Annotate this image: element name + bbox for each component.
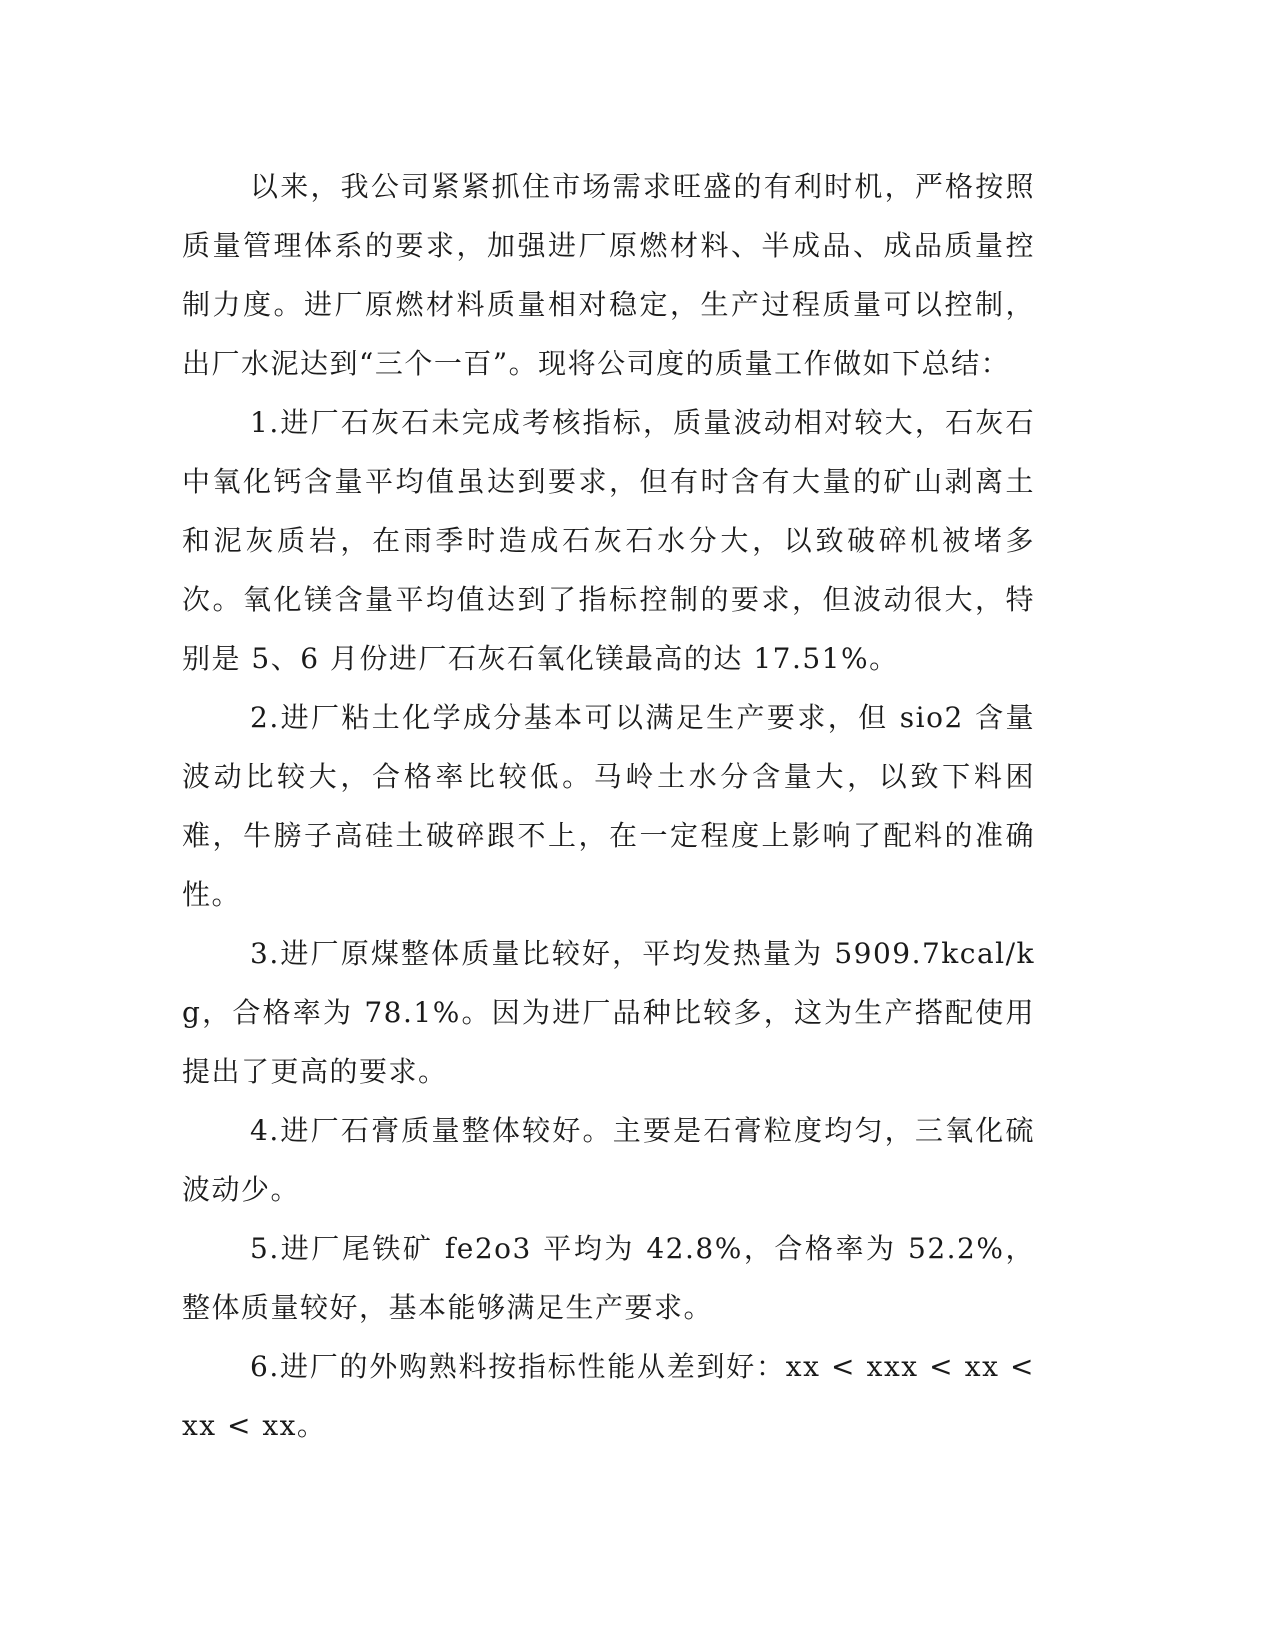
paragraph-coal: 3.进厂原煤整体质量比较好，平均发热量为 5909.7kcal/kg，合格率为 78.1%。因为进厂品种比较多，这为生产搭配使用提出了更高的要求。 [182, 937, 1035, 1088]
paragraph-clinker: 6.进厂的外购熟料按指标性能从差到好：xx < xxx < xx < xx < xx。 [182, 1350, 1035, 1442]
paragraph-gypsum: 4.进厂石膏质量整体较好。主要是石膏粒度均匀，三氧化硫波动少。 [182, 1114, 1035, 1206]
paragraph-clay: 2.进厂粘土化学成分基本可以满足生产要求，但 sio2 含量波动比较大，合格率比较低。马岭土水分含量大，以致下料困难，牛膀子高硅土破碎跟不上，在一定程度上影响了配料的准确性。 [182, 701, 1035, 911]
paragraph-iron-ore: 5.进厂尾铁矿 fe2o3 平均为 42.8%，合格率为 52.2%，整体质量较好，基本能够满足生产要求。 [182, 1232, 1035, 1324]
paragraph-limestone: 1.进厂石灰石未完成考核指标，质量波动相对较大，石灰石中氧化钙含量平均值虽达到要求，但有时含有大量的矿山剥离土和泥灰质岩，在雨季时造成石灰石水分大，以致破碎机被堵多次。氧化镁含量平均值达到了指标控制的要求，但波动很大，特别是 5、6 月份进厂石灰石氧化镁最高的达 17.51%。 [182, 406, 1035, 675]
paragraph-intro: 以来，我公司紧紧抓住市场需求旺盛的有利时机，严格按照质量管理体系的要求，加强进厂原燃材料、半成品、成品质量控制力度。进厂原燃材料质量相对稳定，生产过程质量可以控制，出厂水泥达到“三个一百”。现将公司度的质量工作做如下总结： [182, 170, 1035, 380]
document-body [182, 157, 1035, 1455]
